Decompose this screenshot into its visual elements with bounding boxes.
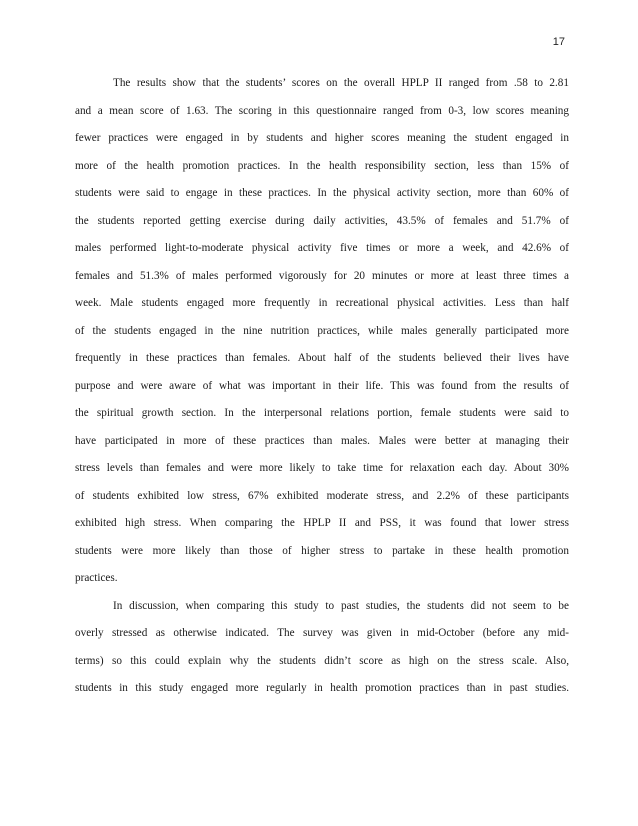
body-text: [75, 70, 569, 703]
text-line: students were said to engage in these practices. In the physical activity section, more than 60% of: [75, 187, 569, 199]
text-line: males performed light-to-moderate physical activity five times or more a week, and 42.6% of: [75, 242, 569, 254]
text-line: students were more likely than those of higher stress to partake in these health promotion: [75, 544, 569, 557]
text-line: In discussion, when comparing this study to past studies, the students did not seem to be: [113, 599, 569, 612]
text-line: fewer practices were engaged in by students and higher scores meaning the student engaged in: [75, 132, 569, 144]
text-line: week. Male students engaged more frequently in recreational physical activities. Less than half: [75, 297, 569, 309]
text-line: purpose and were aware of what was important in their life. This was found from the results of: [75, 379, 569, 392]
text-line: exhibited high stress. When comparing the HPLP II and PSS, it was found that lower stress: [75, 517, 569, 529]
text-line: have participated in more of these practices than males. Males were better at managing their: [75, 434, 569, 447]
text-line: the students reported getting exercise during daily activities, 43.5% of females and 51.7% of: [75, 214, 569, 227]
text-line: students in this study engaged more regularly in health promotion practices than in past studies.: [75, 682, 569, 694]
text-line: terms) so this could explain why the students didn’t score as high on the stress scale. Also,: [75, 654, 569, 667]
text-line: more of the health promotion practices. In the health responsibility section, less than 15% of: [75, 159, 569, 172]
text-line: females and 51.3% of males performed vigorously for 20 minutes or more at least three times a: [75, 269, 569, 282]
text-line: of students exhibited low stress, 67% exhibited moderate stress, and 2.2% of these participants: [75, 489, 569, 502]
text-line: stress levels than females and were more likely to take time for relaxation each day. About 30%: [75, 462, 569, 474]
page-number: 17: [552, 36, 565, 48]
text-line: frequently in these practices than females. About half of the students believed their lives have: [75, 352, 569, 364]
text-line: practices.: [75, 572, 118, 584]
text-line: The results show that the students’ scores on the overall HPLP II ranged from .58 to 2.81: [113, 77, 569, 89]
text-line: and a mean score of 1.63. The scoring in this questionnaire ranged from 0-3, low scores meaning: [75, 104, 569, 117]
text-line: of the students engaged in the nine nutrition practices, while males generally participated more: [75, 324, 569, 337]
text-line: the spiritual growth section. In the interpersonal relations portion, female students were said to: [75, 407, 569, 419]
text-line: overly stressed as otherwise indicated. The survey was given in mid-October (before any mid-: [75, 627, 569, 639]
